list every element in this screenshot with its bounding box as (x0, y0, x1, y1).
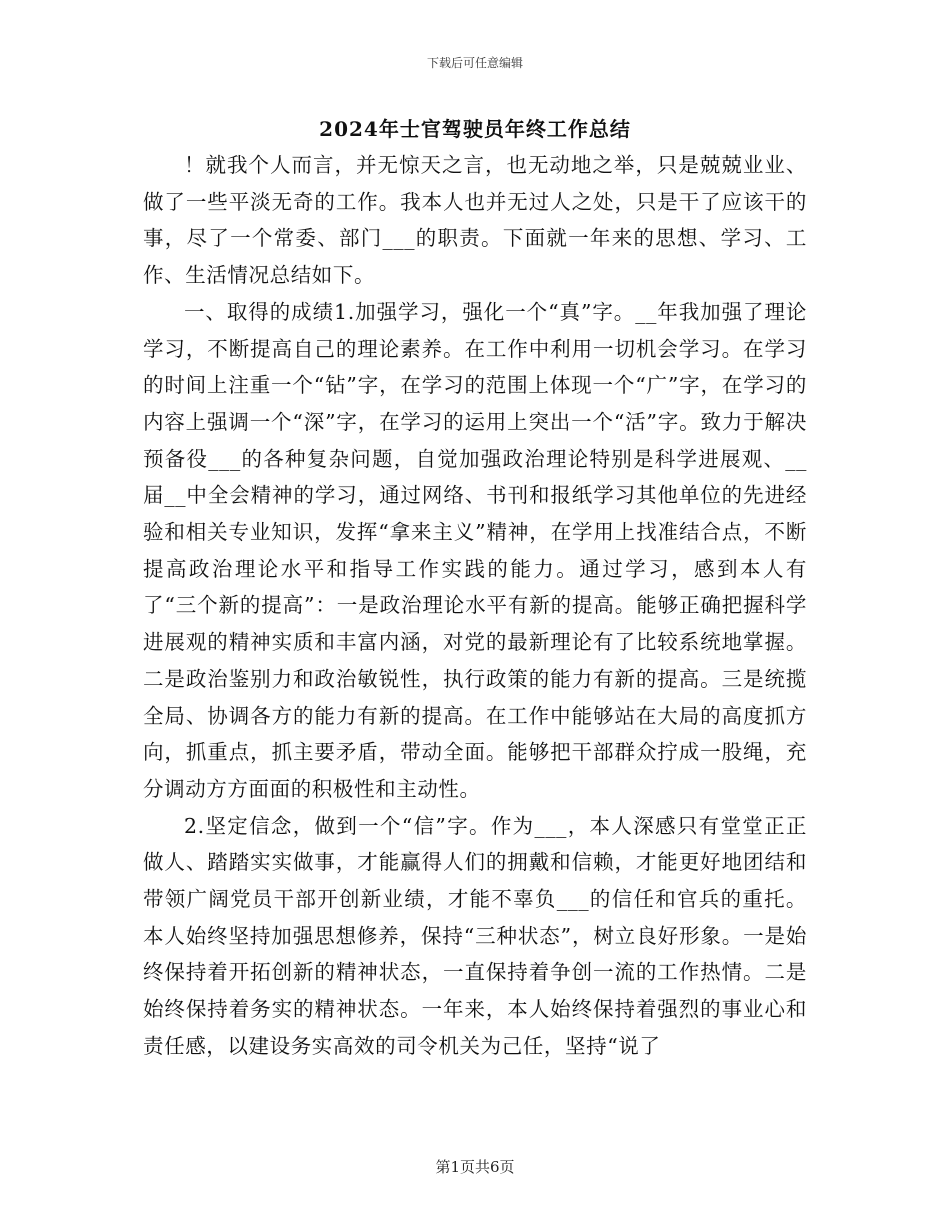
paragraph-belief: 2.坚定信念，做到一个“信”字。作为___，本人深感只有堂堂正正做人、踏踏实实做事，才能赢得人们的拥戴和信赖，才能更好地团结和带领广阔党员干部开创新业绩，才能不辜负___的信任和官兵的重托。本人始终坚持加强思想修养，保持“三种状态”，树立良好形象。一是始终保持着开拓创新的精神状态，一直保持着争创一流的工作热情。二是始终保持着务实的精神状态。一年来，本人始终保持着强烈的事业心和责任感，以建设务实高效的司令机关为己任，坚持“说了 (143, 813, 807, 1058)
paragraph-intro: ！就我个人而言，并无惊天之言，也无动地之举，只是兢兢业业、做了一些平淡无奇的工作。我本人也并无过人之处，只是干了应该干的事，尽了一个常委、部门___的职责。下面就一年来的思想、学习、工作、生活情况总结如下。 (143, 153, 807, 288)
page-footer: 第1页共6页 (435, 1158, 515, 1176)
header-note: 下载后可任意编辑 (426, 56, 523, 70)
paragraph-achievements-study: 一、取得的成绩1.加强学习，强化一个“真”字。__年我加强了理论学习，不断提高自己的理论素养。在工作中利用一切机会学习。在学习的时间上注重一个“钻”字，在学习的范围上体现一个“广”字，在学习的内容上强调一个“深”字，在学习的运用上突出一个“活”字。致力于解决预备役___的各种复杂问题，自觉加强政治理论特别是科学进展观、__届__中全会精神的学习，通过网络、书刊和报纸学习其他单位的先进经验和相关专业知识，发挥“拿来主义”精神，在学用上找准结合点，不断提高政治理论水平和指导工作实践的能力。通过学习，感到本人有了“三个新的提高”：一是政治理论水平有新的提高。能够正确把握科学进展观的精神实质和丰富内涵，对党的最新理论有了比较系统地掌握。二是政治鉴别力和政治敏锐性，执行政策的能力有新的提高。三是统揽全局、协调各方的能力有新的提高。在工作中能够站在大局的高度抓方向，抓重点，抓主要矛盾，带动全面。能够把干部群众拧成一股绳，充分调动方方面面的积极性和主动性。 (143, 299, 807, 801)
document-title: 2024年士官驾驶员年终工作总结 (319, 117, 631, 141)
document-body (143, 147, 807, 1065)
